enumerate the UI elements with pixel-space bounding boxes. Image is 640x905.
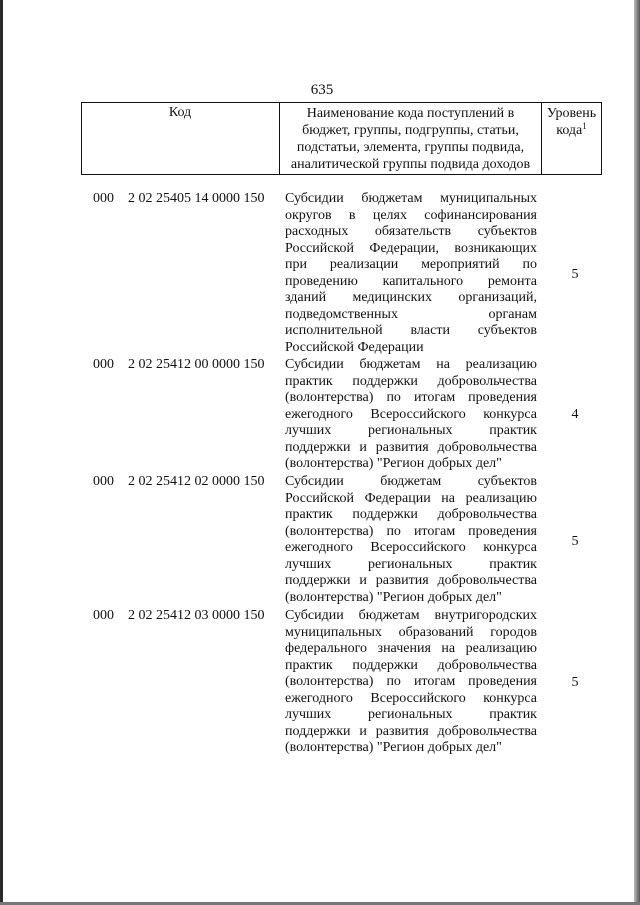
row-description [285,357,537,473]
description-line: муниципальных образований городов [285,624,537,640]
header-name-line: подстатьи, элемента, группы подвида, [296,140,525,155]
header-name-line: Наименование кода поступлений в [306,106,515,121]
description-line: практик поддержки добровольчества [285,657,537,673]
description-line: практик поддержки добровольчества [285,507,537,522]
description-line: поддержки и развития добровольчества [285,573,537,588]
header-level-word: кода [556,123,583,138]
row-code: 2 02 25405 14 0000 150 [128,191,265,206]
description-line: (волонтерства) "Регион добрых дел" [285,589,502,605]
description-line: ежегодного Всероссийского конкурса [285,406,537,422]
description-line: подведомственных органам [285,306,537,322]
header-code: Код [168,105,192,120]
description-line: Субсидии бюджетам на реализацию [285,357,537,372]
row-prefix: 000 [93,191,114,206]
scan-edge-left [0,0,3,905]
description-line: Российской Федерации [285,339,424,355]
header-name-line: бюджет, группы, подгруппы, статьи, [302,123,519,138]
table-header [81,102,602,175]
row-description [285,191,537,356]
description-line: Российской Федерации на реализацию [285,490,537,506]
header-level-line [542,122,601,139]
description-line: ежегодного Всероссийского конкурса [285,540,537,555]
description-line: ежегодного Всероссийского конкурса [285,690,537,706]
header-level-line: Уровень [546,106,597,121]
row-code: 2 02 25412 02 0000 150 [128,474,265,489]
description-line: поддержки и развития добровольчества [285,439,537,455]
description-line: Российской Федерации, возникающих [285,240,537,256]
row-level: 5 [571,675,579,690]
description-line: федерального значения на реализацию [285,641,537,656]
description-line: округов в целях софинансирования [285,207,537,223]
description-line: практик поддержки добровольчества [285,373,537,389]
scan-edge-right [634,0,640,905]
description-line: Субсидии бюджетам муниципальных [285,191,537,206]
description-line: (волонтерства) по итогам проведения [285,674,537,689]
row-prefix: 000 [93,474,114,489]
row-prefix: 000 [93,608,114,623]
description-line: (волонтерства) "Регион добрых дел" [285,456,502,471]
description-line: зданий медицинских организаций, [285,290,537,305]
description-line: Субсидии бюджетам субъектов [285,474,537,489]
description-line: проведению капитального ремонта [285,273,537,289]
page-number: 635 [310,82,334,98]
description-line: Субсидии бюджетам внутригородских [285,608,537,623]
description-line: при реализации мероприятий по [285,257,537,272]
header-divider [601,103,602,174]
description-line: поддержки и развития добровольчества [285,723,537,739]
header-level [542,105,601,139]
header-name-line: аналитической группы подвида доходов [290,157,531,172]
description-line: лучших региональных практик [285,423,537,438]
description-line: (волонтерства) по итогам проведения [285,523,537,539]
row-level: 5 [571,534,579,549]
row-description [285,608,537,757]
description-line: (волонтерства) по итогам проведения [285,390,537,405]
row-level: 5 [571,267,579,282]
description-line: (волонтерства) "Регион добрых дел" [285,740,502,755]
row-level: 4 [571,407,579,422]
row-code: 2 02 25412 03 0000 150 [128,608,265,623]
header-name [280,105,541,173]
description-line: исполнительной власти субъектов [285,323,537,338]
row-prefix: 000 [93,357,114,372]
row-code: 2 02 25412 00 0000 150 [128,357,265,372]
row-description [285,474,537,606]
description-line: лучших региональных практик [285,707,537,722]
description-line: лучших региональных практик [285,556,537,572]
footnote-marker: 1 [582,121,587,131]
description-line: расходных обязательств субъектов [285,224,537,239]
